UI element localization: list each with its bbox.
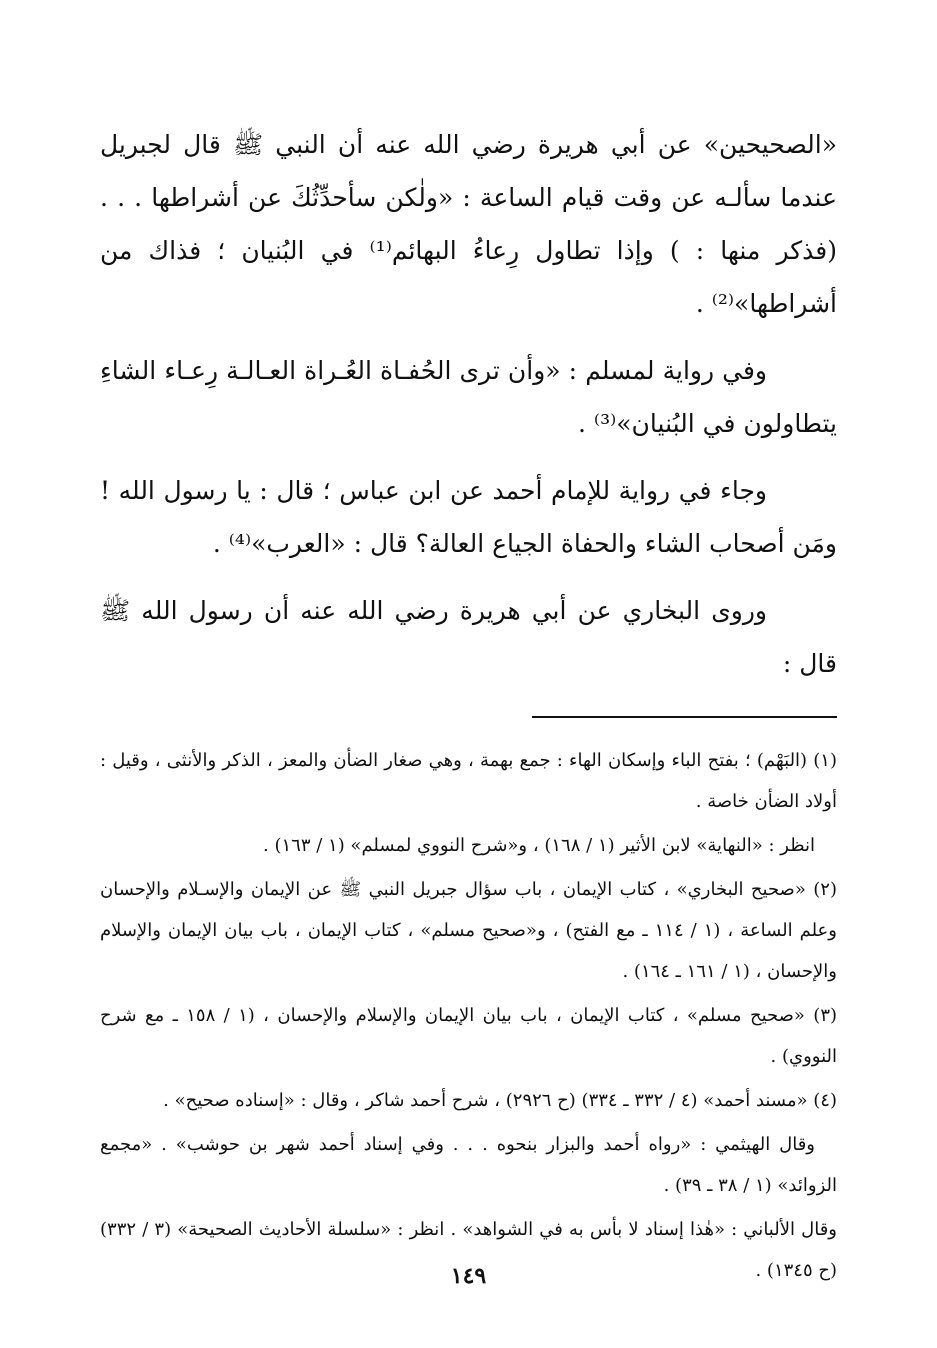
paragraph-muslim-narration: وفي رواية لمسلم : «وأن ترى الحُفـاة العُـراة العـالـة رِعـاء الشاءِ يتطاولون في البُنيان»⁽³⁾ . bbox=[100, 356, 837, 438]
footnote-separator bbox=[532, 716, 837, 718]
footnote-2: (٢) «صحيح البخاري» ، كتاب الإيمان ، باب سؤال جبريل النبي ﷺ عن الإيمان والإسـلام والإحسان وعلم الساعة ، (١ / ١١٤ ـ مع الفتح) ، و«صحيح مسلم» ، كتاب الإيمان ، باب بيان الإيمان والإسلام والإحسان ، (١ / ١٦١ ـ ١٦٤) . bbox=[100, 879, 837, 982]
footnote-1-reference: انظر : «النهاية» لابن الأثير (١ / ١٦٨) ، و«شرح النووي لمسلم» (١ / ١٦٣) . bbox=[263, 835, 815, 856]
main-text bbox=[100, 118, 837, 690]
paragraph-bukhari-narration: وروى البخاري عن أبي هريرة رضي الله عنه أن رسول الله ﷺ قال : bbox=[100, 596, 837, 678]
footnote-1: (١) (البَهْم) ؛ بفتح الباء وإسكان الهاء : جمع بهمة ، وهي صغار الضأن والمعز ، الذكر والأنثى ، وقيل : أولاد الضأن خاصة . bbox=[100, 750, 837, 812]
footnotes bbox=[100, 740, 837, 1291]
paragraph-sahihain: «الصحيحين» عن أبي هريرة رضي الله عنه أن النبي ﷺ قال لجبريل عندما سألـه عن وقت قيام الساعة : «ولٰكن سأحدِّثُكَ عن أشراطها . . . (فذكر منها : ) وإذا تطاول رِعاءُ البهائم⁽¹⁾ في البُنيان ؛ فذاك من أشراطها»⁽²⁾ . bbox=[100, 130, 838, 318]
book-page bbox=[100, 118, 837, 1338]
page-number: ١٤٩ bbox=[450, 1263, 487, 1289]
footnote-4-haythami: وقال الهيثمي : «رواه أحمد والبزار بنحوه . . . وفي إسناد أحمد شهر بن حوشب» . «مجمع الزوائد» (١ / ٣٨ ـ ٣٩) . bbox=[100, 1134, 837, 1196]
paragraph-ahmad-narration: وجاء في رواية للإمام أحمد عن ابن عباس ؛ قال : يا رسول الله ! ومَن أصحاب الشاء والحفاة الجياع العالة؟ قال : «العرب»⁽⁴⁾ . bbox=[100, 476, 837, 558]
footnote-3: (٣) «صحيح مسلم» ، كتاب الإيمان ، باب بيان الإيمان والإسلام والإحسان ، (١ / ١٥٨ ـ مع شرح النووي) . bbox=[100, 1005, 838, 1067]
footnote-4: (٤) «مسند أحمد» (٤ / ٣٣٢ ـ ٣٣٤) (ح ٢٩٢٦) ، شرح أحمد شاكر ، وقال : «إسناده صحيح» . bbox=[163, 1090, 837, 1111]
footnote-4-albani: وقال الألباني : «هٰذا إسناد لا بأس به في الشواهد» . انظر : «سلسلة الأحاديث الصحيحة» (٣ / ٣٣٢) (ح ١٣٤٥) . bbox=[100, 1219, 837, 1281]
